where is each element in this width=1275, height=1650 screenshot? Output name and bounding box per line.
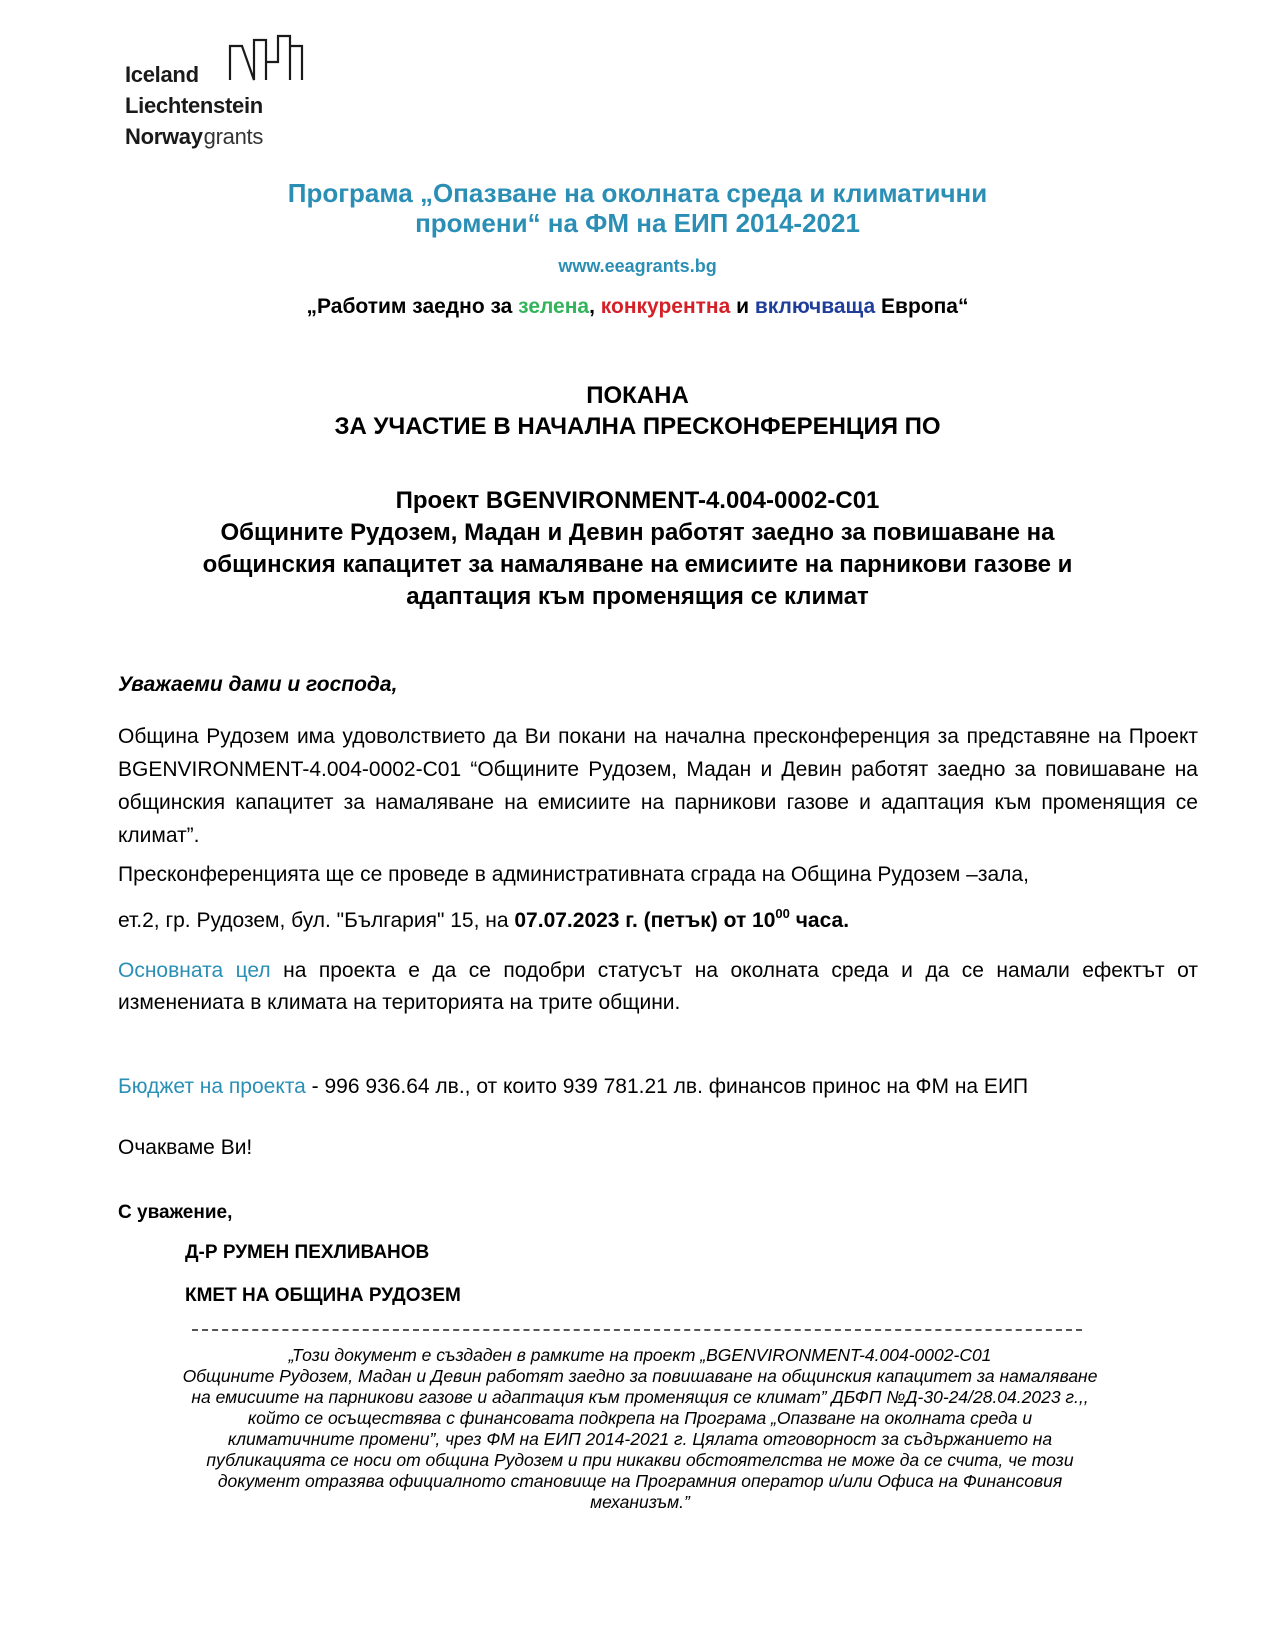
logo-line-norway [125, 126, 263, 148]
budget-paragraph [118, 1070, 1198, 1103]
footer-line: публикацията се носи от община Рудозем и при никакви обстоятелства не може да се счита, че този [206, 1450, 1074, 1470]
invitation-paragraph: Община Рудозем има удоволствието да Ви покани на начална пресконференция за представяне на Проект BGENVIRONMENT-4.004-0002-C01 “Общините Рудозем, Мадан и Девин работят заедно за повишаване на общинския капацитет за намаляване на емисиите на парникови газове и адаптация към променящия се климат”. [118, 725, 1198, 847]
invitation-heading-line1: ПОКАНА [586, 382, 689, 409]
grants-logo-icon [228, 32, 308, 82]
budget-text: - 996 936.64 лв., от които 939 781.21 лв. финансов принос на ФМ на ЕИП [305, 1075, 1029, 1098]
motto-blue: включваща [754, 295, 876, 318]
regards: С уважение, [118, 1202, 233, 1223]
event-date-text: 07.07.2023 г. (петък) от 10 [514, 909, 776, 932]
event-time-sup: 00 [775, 906, 790, 921]
venue-line1: Пресконференцията ще се проведе в административната сграда на Община Рудозем –зала, [118, 863, 1029, 886]
logo-grants: grants [203, 124, 264, 149]
objective-label: Основната цел [118, 959, 271, 982]
eea-grants-logo [125, 32, 305, 157]
event-date [514, 906, 850, 932]
motto-suffix: Европа“ [875, 295, 969, 318]
footer-divider [192, 1329, 1082, 1331]
logo-norway: Norway [125, 124, 203, 149]
footer-line: на емисиите на парникови газове и адаптация към променящия се климат” ДБФП №Д-30-24/28.04.2023 г.,, [191, 1387, 1089, 1407]
invitation-heading [0, 380, 1275, 442]
motto-red: конкурентна [600, 295, 731, 318]
footer-line: който се осъществява с финансовата подкрепа на Програма „Опазване на околната среда и [247, 1408, 1033, 1428]
signatory-title: КМЕТ НА ОБЩИНА РУДОЗЕМ [185, 1285, 461, 1306]
salutation: Уважаеми дами и господа, [118, 673, 398, 696]
logo-line-iceland: Iceland [125, 62, 199, 87]
motto-prefix: „Работим заедно за [306, 295, 519, 318]
motto-sep1: , [589, 295, 601, 318]
project-heading-line3: общинския капацитет за намаляване на емисиите на парникови газове и [202, 551, 1073, 578]
objective-paragraph [118, 955, 1198, 1019]
venue-line2 [118, 904, 1198, 937]
footer-line: „Този документ е създаден в рамките на проект „BGENVIRONMENT-4.004-0002-C01 [288, 1345, 992, 1365]
invitation-heading-line2: ЗА УЧАСТИЕ В НАЧАЛНА ПРЕСКОНФЕРЕНЦИЯ ПО [334, 413, 941, 440]
program-title [0, 178, 1275, 238]
footer-line: климатичните промени”, чрез ФМ на ЕИП 2014-2021 г. Цялата отговорност за съдържанието на [227, 1429, 1053, 1449]
program-title-line1: Програма „Опазване на околната среда и климатични [287, 178, 988, 208]
event-period: . [843, 909, 850, 932]
signatory-name: Д-Р РУМЕН ПЕХЛИВАНОВ [185, 1242, 430, 1263]
footer-line: механизъм.” [590, 1492, 690, 1512]
motto-sep2: и [730, 295, 755, 318]
project-heading-line2: Общините Рудозем, Мадан и Девин работят заедно за повишаване на [220, 519, 1055, 546]
objective-text: на проекта е да се подобри статусът на околната среда и да се намали ефектът от изменениата в климата на територията на трите общини. [118, 959, 1198, 1014]
program-website: www.eeagrants.bg [558, 256, 717, 276]
event-time-suffix: часа [789, 909, 844, 932]
venue-address: ет.2, гр. Рудозем, бул. "България" 15, на [118, 909, 515, 932]
footer-line: документ отразява официалното становище на Програмния оператор и/или Офиса на Финансовия [217, 1471, 1063, 1491]
project-heading-line4: адаптация към променящия се климат [406, 583, 869, 610]
disclaimer-footer [110, 1345, 1170, 1513]
budget-label: Бюджет на проекта [118, 1075, 306, 1098]
project-heading [0, 485, 1275, 613]
motto-green: зелена [518, 295, 590, 318]
closing-line: Очакваме Ви! [118, 1136, 253, 1159]
project-heading-line1: Проект BGENVIRONMENT-4.004-0002-C01 [395, 487, 880, 514]
footer-line: Общините Рудозем, Мадан и Девин работят заедно за повишаване на общинския капацитет за намаляване [182, 1366, 1098, 1386]
motto [0, 295, 1275, 319]
logo-line-liechtenstein: Liechtenstein [125, 93, 263, 118]
program-title-line2: промени“ на ФМ на ЕИП 2014-2021 [415, 208, 860, 238]
